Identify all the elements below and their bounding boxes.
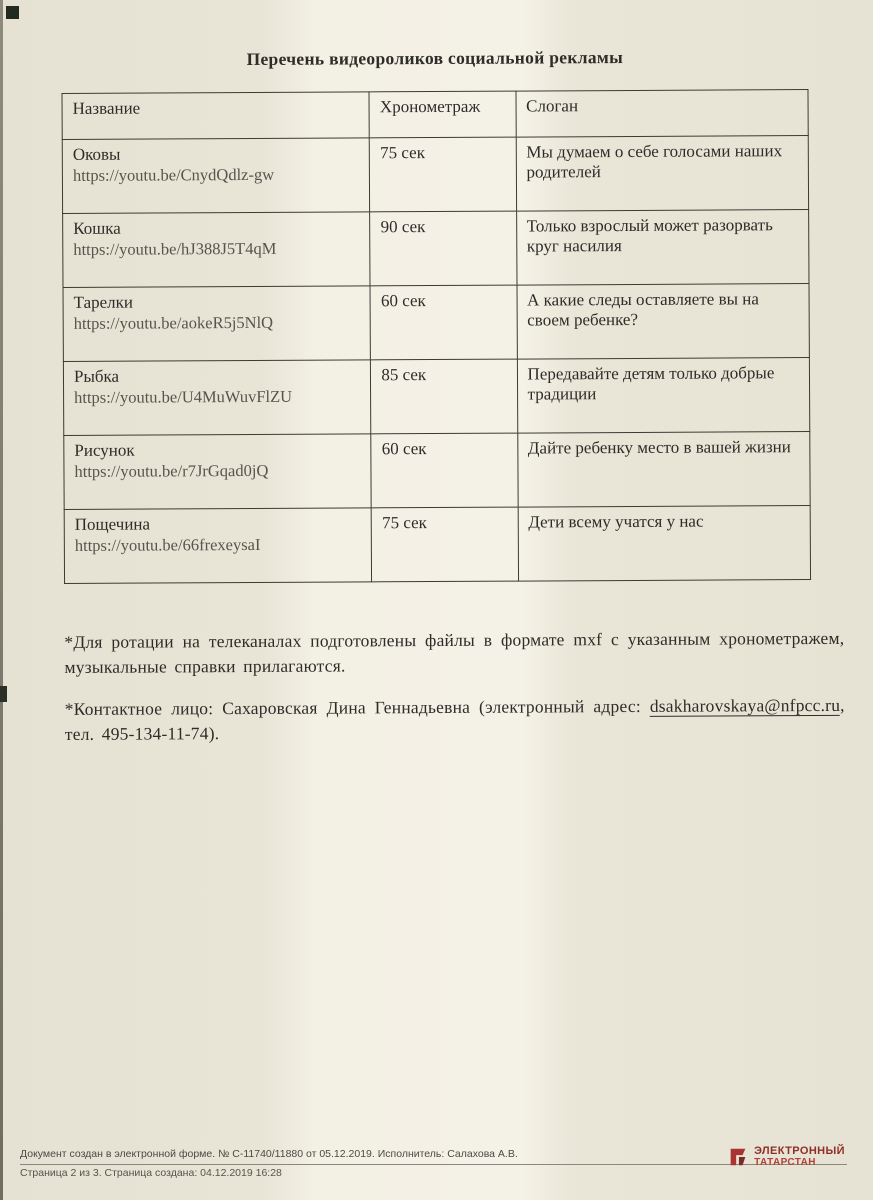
cell-name bbox=[63, 212, 371, 288]
video-title: Оковы bbox=[72, 144, 121, 164]
footer-page-info: Страница 2 из 3. Страница создана: 04.12.2019 16:28 bbox=[20, 1167, 282, 1179]
cell-duration: 60 сек bbox=[371, 433, 518, 508]
cell-duration: 90 сек bbox=[370, 211, 517, 286]
cell-name bbox=[62, 138, 370, 214]
table-row bbox=[62, 136, 808, 214]
footer-doc-info: Документ создан в электронной форме. № С-11740/11880 от 05.12.2019. Исполнитель: Салахова А.В. bbox=[20, 1148, 518, 1160]
cell-duration: 75 сек bbox=[370, 137, 517, 212]
cell-name bbox=[63, 286, 371, 362]
video-url: https://youtu.be/CnydQdlz-gw bbox=[72, 164, 275, 185]
page-title: Перечень видеороликов социальной рекламы bbox=[246, 47, 624, 69]
footnotes bbox=[64, 626, 845, 748]
table-row bbox=[64, 506, 810, 584]
cell-slogan: Дети всему учатся у нас bbox=[518, 506, 811, 582]
video-title: Пощечина bbox=[74, 514, 151, 534]
electronic-tatarstan-logo bbox=[727, 1146, 845, 1168]
logo-line1: ЭЛЕКТРОННЫЙ bbox=[754, 1145, 845, 1157]
cell-name bbox=[63, 360, 371, 436]
video-url: https://youtu.be/aokeR5j5NlQ bbox=[73, 312, 274, 333]
cell-name bbox=[64, 508, 372, 584]
contact-note-prefix: *Контактное лицо: Сахаровская Дина Геннадьевна (электронный адрес: bbox=[64, 695, 650, 719]
footer-divider bbox=[20, 1164, 847, 1165]
video-url: https://youtu.be/66frexeysaI bbox=[74, 534, 261, 555]
cell-duration: 60 сек bbox=[370, 285, 517, 360]
column-header-name: Название bbox=[62, 92, 370, 140]
table-row bbox=[63, 358, 809, 436]
video-url: https://youtu.be/U4MuWuvFlZU bbox=[74, 386, 293, 407]
document-footer bbox=[20, 1145, 847, 1179]
cell-slogan: Мы думаем о себе голосами наших родителей bbox=[516, 136, 809, 212]
table-row bbox=[63, 210, 809, 288]
table-row bbox=[64, 432, 810, 510]
cell-slogan: Только взрослый может разорвать круг насилия bbox=[516, 210, 809, 286]
cell-slogan: Дайте ребенку место в вашей жизни bbox=[517, 432, 810, 508]
column-header-duration: Хронометраж bbox=[369, 91, 515, 138]
video-title: Рыбка bbox=[73, 366, 120, 386]
contact-note bbox=[65, 693, 845, 748]
table-header-row bbox=[62, 90, 808, 140]
cell-duration: 75 сек bbox=[372, 507, 519, 582]
video-url: https://youtu.be/r7JrGqad0jQ bbox=[74, 460, 269, 481]
contact-email-link: dsakharovskaya@nfpcc.ru bbox=[649, 694, 841, 716]
video-title: Кошка bbox=[73, 218, 121, 238]
column-header-slogan: Слоган bbox=[516, 90, 809, 138]
cell-name bbox=[64, 434, 372, 510]
cell-duration: 85 сек bbox=[371, 359, 518, 434]
cell-slogan: А какие следы оставляете вы на своем ребенке? bbox=[517, 284, 810, 360]
electronic-tatarstan-logo-text bbox=[754, 1146, 845, 1168]
cell-slogan: Передавайте детям только добрые традиции bbox=[517, 358, 810, 434]
video-title: Тарелки bbox=[73, 292, 134, 312]
table-row bbox=[63, 284, 809, 362]
video-url: https://youtu.be/hJ388J5T4qM bbox=[73, 238, 277, 259]
video-list-table bbox=[61, 89, 811, 584]
contact-note-suffix: , тел. 495-134-11-74). bbox=[64, 694, 845, 745]
logo-line2: ТАТАРСТАН bbox=[754, 1156, 816, 1168]
video-title: Рисунок bbox=[74, 440, 135, 460]
rotation-note: *Для ротации на телеканалах подготовлены файлы в формате mxf с указанным хронометражем, музыкальные справки прилагаются. bbox=[64, 627, 845, 678]
electronic-tatarstan-logo-icon bbox=[727, 1146, 749, 1168]
